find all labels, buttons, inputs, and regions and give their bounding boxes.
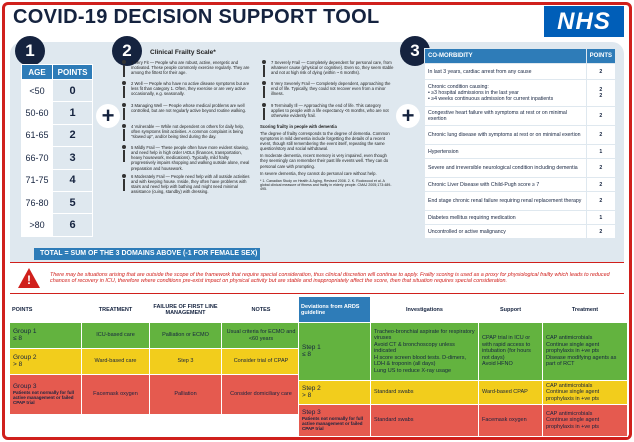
support-cell: CPAP trial in ICU or with rapid access to intubation (for hours not days) Avoid HFNO: [479, 323, 543, 381]
person-icon: [120, 81, 128, 99]
points-cell: 3: [53, 147, 93, 169]
comorbidity-cell: End stage chronic renal failure requiring renal replacement therapy: [425, 192, 587, 211]
cfs-references: * 1. Canadian Study on Health & Aging, Revised 2008. 2. K. Rockwood et al. A global clinical measure of fitness and frailty in elderly people. CMAJ 2005;173:489-495.: [260, 178, 392, 192]
list-item: [260, 60, 394, 78]
points-cell: 2: [586, 64, 615, 80]
cfs-level-text: 9 Terminally Ill — Approaching the end of life. This category applies to people with a life expectancy <6 months, who are not otherwise evidently frail.: [271, 102, 389, 118]
age-table: [21, 64, 93, 237]
table-row: [425, 159, 616, 178]
group-note: Patients not normally for full active management or failed CPAP trial: [13, 390, 75, 406]
table-row: [299, 381, 628, 405]
points-cell: 2: [53, 124, 93, 146]
group-cell: Group 1 ≤ 8: [10, 323, 82, 349]
table-row: [425, 225, 616, 239]
step-cell: [299, 405, 371, 437]
support-cell: Facemask oxygen: [479, 405, 543, 437]
points-cell: 1: [586, 211, 615, 225]
deviations-header: Deviations from ARDS guideline: [299, 297, 371, 323]
dementia-text: In moderate dementia, recent memory is very impaired, even though they seemingly can remember their past life events well. They can do personal care with prompting.: [260, 153, 389, 169]
investigations-header: Investigations: [371, 297, 479, 323]
group-cell: Group 2 > 8: [10, 349, 82, 375]
warning-text: There may be situations arising that are outside the scope of the framework that require special consideration, thus clinical discretion will continue to apply. Frailty scoring is used as a proxy for physiological frailty which leads to reduced chances of recovery in ICU, therefore where conditions pre-exist impact on physical activity but are stable and inappropriately affect the score, then that situation requires special consideration.: [50, 271, 610, 284]
table-row: [22, 191, 93, 213]
comorbidity-cell: Severe and irreversible neurological condition including dementia: [425, 159, 587, 178]
table-row: [22, 214, 93, 236]
table-row: [425, 178, 616, 192]
points-cell: 2: [586, 159, 615, 178]
cfs-level-text: 1 Very Fit — People who are robust, active, energetic and motivated. These people commonly exercise regularly. They are among the fittest for their age.: [131, 60, 250, 76]
warning-banner: [10, 262, 624, 294]
table-row: [22, 147, 93, 169]
table-row: [299, 323, 628, 381]
list-item: [120, 145, 254, 170]
treatment-cell: CAP antimicrobials Continue single agent prophylaxis in +ve pts: [543, 381, 628, 405]
support-header: Support: [479, 297, 543, 323]
treatment-cell: CAP antimicrobials Continue single agent prophylaxis in +ve pts Disease modifying agents as part of RCT: [543, 323, 628, 381]
list-item: [120, 81, 254, 99]
table-row: [22, 80, 93, 102]
person-icon: [120, 145, 128, 163]
plus-icon: +: [396, 104, 420, 128]
investigations-cell: Standard swabs: [371, 381, 479, 405]
table-header-row: [299, 297, 628, 323]
points-cell: 2: [586, 178, 615, 192]
list-item: [120, 60, 254, 78]
points-cell: 4: [53, 169, 93, 191]
person-icon: [260, 60, 268, 78]
points-header: POINTS: [10, 297, 82, 323]
table-row: [22, 169, 93, 191]
person-icon: [120, 174, 128, 192]
notes-cell: Usual criteria for ECMO and <60 years: [222, 323, 301, 349]
table-row: [425, 126, 616, 145]
support-cell: Ward-based CPAP: [479, 381, 543, 405]
list-item: [260, 103, 394, 121]
dementia-text: In severe dementia, they cannot do personal care without help.: [260, 170, 377, 176]
list-item: [120, 124, 254, 142]
list-item: [120, 103, 254, 121]
table-row: [10, 375, 301, 415]
list-item: [260, 81, 394, 99]
person-icon: [120, 60, 128, 78]
age-cell: 76-80: [22, 191, 53, 213]
step-cell: Step 1 ≤ 8: [299, 323, 371, 381]
person-icon: [120, 124, 128, 142]
cfs-level-text: 8 Very Severely Frail — Completely dependent, approaching the end of life. Typically, they could not recover even from a minor illness.: [271, 81, 391, 97]
table-row: [22, 102, 93, 124]
clinical-frailty-scale: [120, 50, 392, 262]
table-row: [425, 211, 616, 225]
treatment-cell: Ward-based care: [82, 349, 150, 375]
points-header: POINTS: [586, 49, 615, 64]
notes-cell: Consider trial of CPAP: [222, 349, 301, 375]
comorbidity-header: CO-MORBIDITY: [425, 49, 587, 64]
investigations-cell: Tracheo-bronchial aspirate for respiratory viruses Avoid CT & bronchoscopy unless indicated H score screen blood tests. D-dimers, LDH & troponin (all days) Lung US to reduce X-ray usage: [371, 323, 479, 381]
cfs-level-text: 3 Managing Well — People whose medical problems are well controlled, but are not regularly active beyond routine walking.: [131, 102, 246, 113]
age-cell: <50: [22, 80, 53, 102]
treatment-cell: ICU-based care: [82, 323, 150, 349]
plus-icon: +: [96, 104, 120, 128]
table-row: [425, 145, 616, 159]
comorbidity-cell: Uncontrolled or active malignancy: [425, 225, 587, 239]
treatment-header: TREATMENT: [82, 297, 150, 323]
warning-icon: !: [18, 268, 40, 288]
page-title: COVID-19 DECISION SUPPORT TOOL: [13, 6, 380, 28]
investigations-cell: Standard swabs: [371, 405, 479, 437]
nhs-logo: NHS: [544, 6, 624, 37]
table-row: [10, 349, 301, 375]
comorbidity-cell: Chronic Liver Disease with Child-Pugh score ≥ 7: [425, 178, 587, 192]
points-cell: 1: [53, 102, 93, 124]
age-cell: 66-70: [22, 147, 53, 169]
comorbidity-cell: In last 3 years, cardiac arrest from any cause: [425, 64, 587, 80]
points-cell: 2: [586, 107, 615, 126]
step-2-badge: 2: [112, 36, 142, 66]
treatment-cell: CAP antimicrobials Continue single agent prophylaxis in +ve pts: [543, 405, 628, 437]
ards-deviation-table: [298, 296, 628, 437]
cfs-heading: Clinical Frailty Scale*: [150, 49, 216, 56]
points-cell: 5: [53, 191, 93, 213]
comorbidity-table: [424, 48, 616, 239]
points-cell: 0: [53, 80, 93, 102]
failure-cell: Step 3: [150, 349, 222, 375]
comorbidity-cell: Congestive heart failure with symptoms at rest or on minimal exertion: [425, 107, 587, 126]
cfs-right-column: [260, 60, 394, 191]
table-row: [425, 64, 616, 80]
step-note: Patients not normally for full active management or failed CPAP trial: [302, 416, 364, 432]
comorbidity-cell: Chronic lung disease with symptoms at rest or on minimal exertion: [425, 126, 587, 145]
comorbidity-cell: Diabetes mellitus requiring medication: [425, 211, 587, 225]
list-item: [120, 174, 254, 194]
table-row: [22, 124, 93, 146]
age-cell: 50-60: [22, 102, 53, 124]
comorbidity-cell: Hypertension: [425, 145, 587, 159]
cfs-level-text: 5 Mildly Frail — These people often have more evident slowing, and need help in high order IADLs (finances, transportation, heavy housework, medications). Typically, mild frailty progressively impairs shopping and walking outside alone, meal preparation and housework.: [131, 145, 250, 171]
treatment-cell: Facemask oxygen: [82, 375, 150, 415]
treatment-header: Treatment: [543, 297, 628, 323]
cfs-level-text: 4 Vulnerable — While not dependent on others for daily help, often symptoms limit activities. A common complaint is being "slowed up", and/or being tired during the day.: [131, 123, 244, 140]
failure-cell: Palliation: [150, 375, 222, 415]
group-label: Group 3: [13, 382, 37, 390]
points-cell: 2: [586, 192, 615, 211]
step-3-badge: 3: [400, 36, 430, 66]
age-header: AGE: [22, 65, 53, 80]
points-cell: 2: [586, 126, 615, 145]
table-row: [299, 405, 628, 437]
points-cell: 2 2: [586, 80, 615, 107]
table-row: [425, 192, 616, 211]
notes-cell: Consider domiciliary care: [222, 375, 301, 415]
person-icon: [260, 103, 268, 121]
points-cell: 1: [586, 145, 615, 159]
table-header-row: [10, 297, 301, 323]
cfs-level-text: 2 Well — People who have no active disease symptoms but are less fit than category 1. Often, they exercise or are very active occasionally, e.g. seasonally.: [131, 81, 250, 97]
step-cell: Step 2 > 8: [299, 381, 371, 405]
notes-header: NOTES: [222, 297, 301, 323]
failure-header: FAILURE OF FIRST LINE MANAGEMENT: [150, 297, 222, 323]
step-label: Step 3: [302, 408, 321, 416]
dementia-text: The degree of frailty corresponds to the degree of dementia. Common symptoms in mild dementia include forgetting the details of a recent event, though still remembering the event itself, repeating the same question/story and social withdrawal.: [260, 130, 390, 152]
points-header: POINTS: [53, 65, 93, 80]
age-cell: 71-75: [22, 169, 53, 191]
person-icon: [120, 103, 128, 121]
cfs-level-text: 6 Moderately Frail — People need help with all outside activities and with keeping house. Inside, they often have problems with stairs and need help with bathing and might need minimal assistance (cuing, standby) with dressing.: [131, 173, 250, 195]
comorbidity-cell: Chronic condition causing: • ≥3 hospital admissions in the last year • ≥4 weeks continuous admission for current inpatients: [425, 80, 587, 107]
step-1-badge: 1: [15, 36, 45, 66]
age-cell: >80: [22, 214, 53, 236]
table-row: [425, 107, 616, 126]
management-table: [9, 296, 301, 415]
dementia-heading: Scoring frailty in people with dementia: [260, 123, 337, 129]
person-icon: [260, 81, 268, 99]
table-row: [425, 80, 616, 107]
failure-cell: Palliation or ECMO: [150, 323, 222, 349]
points-cell: 6: [53, 214, 93, 236]
table-row: [10, 323, 301, 349]
cfs-left-column: [120, 60, 254, 198]
total-banner: TOTAL = SUM OF THE 3 DOMAINS ABOVE (-1 FOR FEMALE SEX): [34, 248, 260, 260]
cfs-level-text: 7 Severely Frail — Completely dependent for personal care, from whatever cause (physical or cognitive). Even so, they seem stable and not at high risk of dying (within ~ 6 months).: [271, 60, 394, 76]
points-cell: 2: [586, 225, 615, 239]
group-cell: [10, 375, 82, 415]
age-cell: 61-65: [22, 124, 53, 146]
